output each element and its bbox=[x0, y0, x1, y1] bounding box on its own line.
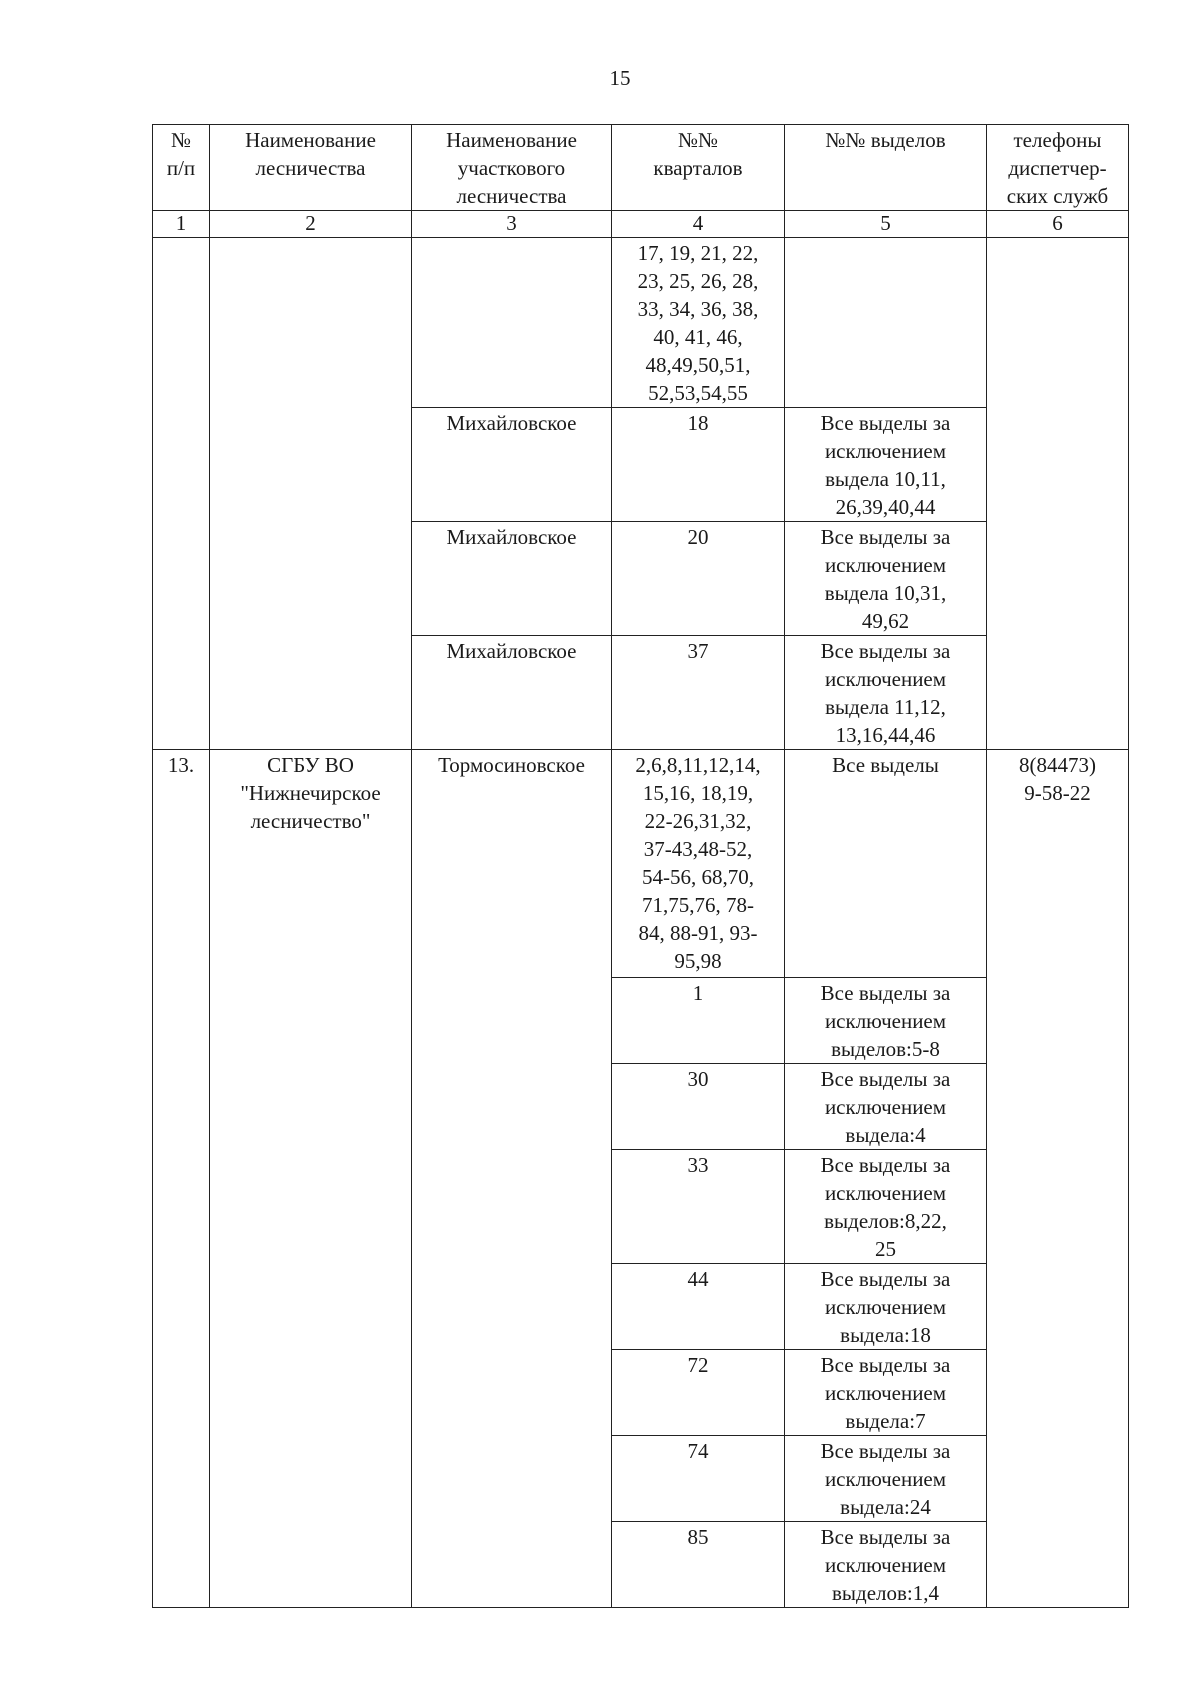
header-forestry-name: Наименование лесничества bbox=[210, 125, 412, 211]
column-number: 6 bbox=[987, 211, 1129, 238]
column-number-row bbox=[153, 211, 1129, 238]
header-allotments: №№ выделов bbox=[785, 125, 987, 211]
page-number: 15 bbox=[609, 66, 631, 90]
table-row bbox=[153, 750, 1129, 978]
allotments-cell: Все выделы за исключением выдела:18 bbox=[785, 1264, 987, 1350]
entry-number-cell: 13. bbox=[153, 750, 210, 1608]
allotments-cell: Все выделы за исключением выделов:1,4 bbox=[785, 1522, 987, 1608]
allotments-cell: Все выделы за исключением выдела 10,11, 26,39,40,44 bbox=[785, 408, 987, 522]
quarters-cell: 20 bbox=[612, 522, 785, 636]
column-number: 4 bbox=[612, 211, 785, 238]
quarters-cell: 85 bbox=[612, 1522, 785, 1608]
quarters-cell: 33 bbox=[612, 1150, 785, 1264]
allotments-cell: Все выделы за исключением выдела 11,12, 13,16,44,46 bbox=[785, 636, 987, 750]
district-cell bbox=[412, 238, 612, 408]
quarters-cell: 17, 19, 21, 22, 23, 25, 26, 28, 33, 34, 36, 38, 40, 41, 46, 48,49,50,51, 52,53,54,55 bbox=[612, 238, 785, 408]
quarters-cell: 37 bbox=[612, 636, 785, 750]
district-cell: Тормосиновское bbox=[412, 750, 612, 1608]
column-number: 3 bbox=[412, 211, 612, 238]
district-cell: Михайловское bbox=[412, 522, 612, 636]
quarters-cell: 1 bbox=[612, 978, 785, 1064]
quarters-cell: 72 bbox=[612, 1350, 785, 1436]
quarters-cell: 2,6,8,11,12,14, 15,16, 18,19, 22-26,31,32, 37-43,48-52, 54-56, 68,70, 71,75,76, 78- 84, 88-91, 93- 95,98 bbox=[612, 750, 785, 978]
column-number: 5 bbox=[785, 211, 987, 238]
header-number: № п/п bbox=[153, 125, 210, 211]
allotments-cell: Все выделы за исключением выдела:7 bbox=[785, 1350, 987, 1436]
table-header-row bbox=[153, 125, 1129, 211]
allotments-cell: Все выделы bbox=[785, 750, 987, 978]
quarters-cell: 44 bbox=[612, 1264, 785, 1350]
header-district-forestry-name: Наименование участкового лесничества bbox=[412, 125, 612, 211]
entry-number-cell bbox=[153, 238, 210, 750]
phone-cell bbox=[987, 238, 1129, 750]
column-number: 1 bbox=[153, 211, 210, 238]
header-quarters: №№ кварталов bbox=[612, 125, 785, 211]
quarters-cell: 18 bbox=[612, 408, 785, 522]
allotments-cell bbox=[785, 238, 987, 408]
quarters-cell: 74 bbox=[612, 1436, 785, 1522]
district-cell: Михайловское bbox=[412, 636, 612, 750]
district-cell: Михайловское bbox=[412, 408, 612, 522]
allotments-cell: Все выделы за исключением выдела 10,31, 49,62 bbox=[785, 522, 987, 636]
column-number: 2 bbox=[210, 211, 412, 238]
forestry-cell bbox=[210, 238, 412, 750]
quarters-cell: 30 bbox=[612, 1064, 785, 1150]
header-dispatch-phones: телефоны диспетчер- ских служб bbox=[987, 125, 1129, 211]
forestry-table bbox=[152, 124, 1129, 1608]
forestry-cell: СГБУ ВО "Нижнечирское лесничество" bbox=[210, 750, 412, 1608]
allotments-cell: Все выделы за исключением выдела:24 bbox=[785, 1436, 987, 1522]
allotments-cell: Все выделы за исключением выдела:4 bbox=[785, 1064, 987, 1150]
phone-cell: 8(84473) 9-58-22 bbox=[987, 750, 1129, 1608]
allotments-cell: Все выделы за исключением выделов:8,22, 25 bbox=[785, 1150, 987, 1264]
allotments-cell: Все выделы за исключением выделов:5-8 bbox=[785, 978, 987, 1064]
table-row bbox=[153, 238, 1129, 408]
